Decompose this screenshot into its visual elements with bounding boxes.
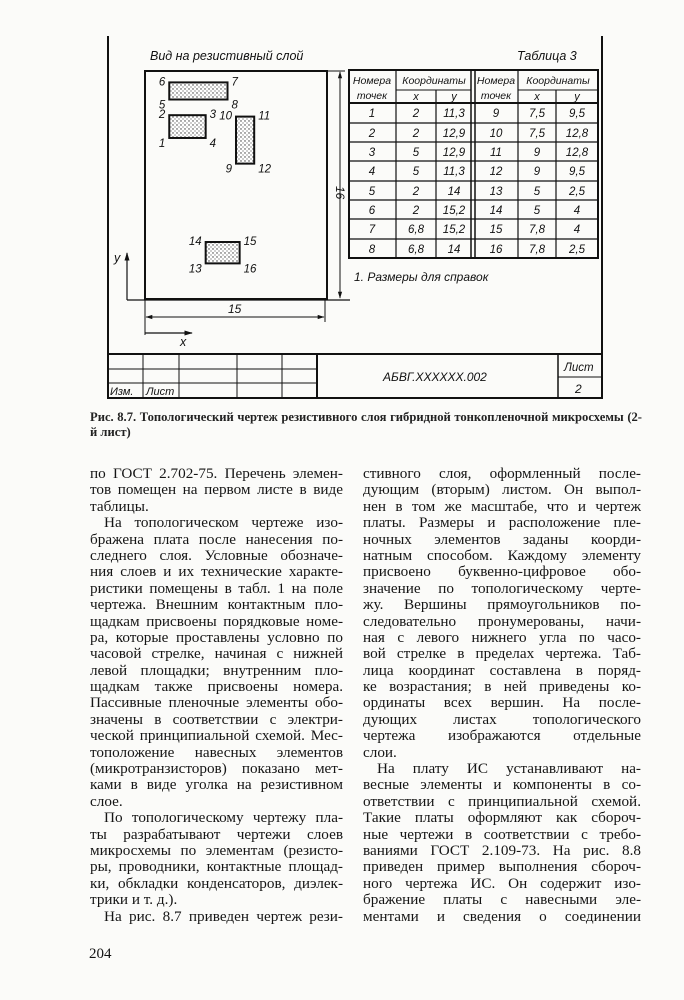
vertex-label: 10 [219, 110, 232, 123]
text-line: ристики помещены в табл. 1 на поле [90, 579, 343, 597]
table-cell-point: 8 [368, 244, 376, 256]
text-column-left [90, 466, 343, 925]
header-x: x [534, 91, 540, 103]
text-line: таблицы. [90, 497, 149, 515]
text-line: ментами и сведения о соединении [363, 907, 641, 925]
sheet-number: 2 [575, 382, 582, 396]
text-line: ния слоев и их технические характе- [90, 563, 343, 581]
table-cell-point: 11 [490, 147, 502, 159]
text-line: трики и т. д.). [90, 891, 178, 909]
text-line: ответствии с принципиальной схемой. [363, 792, 641, 810]
text-line: щадкам также присвоены номера. [90, 678, 343, 696]
text-line: ночных элементов заданы коорди- [363, 530, 641, 548]
table-cell-y: 14 [447, 244, 461, 256]
table-cell-y: 11,3 [443, 108, 465, 120]
vertex-label: 13 [188, 263, 202, 276]
table-cell-point: 5 [368, 186, 376, 198]
table-cell-point: 15 [489, 224, 503, 236]
table-cell-x: 7,5 [529, 128, 545, 140]
text-line: ваниями ГОСТ 2.109-73. На рис. 8.8 [363, 841, 641, 859]
text-line: ты разрабатывают чертежи слоев [90, 825, 343, 843]
text-line: жу. Вершины прямоугольников по- [363, 596, 641, 614]
vertex-label: 3 [209, 109, 217, 122]
table-cell-point: 12 [489, 166, 503, 178]
header-points: Номера [476, 75, 516, 87]
table-cell-point: 4 [368, 166, 376, 178]
text-line: (микротранзисторов) показано мет- [90, 760, 343, 778]
text-line: ками в виде уголка на резистивном [90, 776, 343, 794]
text-line: щадкам присвоены порядковые номе- [90, 612, 343, 630]
text-line: следнего слоя. Условные обозначе- [90, 546, 343, 564]
text-line: Пассивные пленочные элементы обо- [90, 694, 343, 712]
text-column-right [363, 466, 641, 925]
text-line: лица координат составлена в поряд- [363, 661, 641, 679]
table-cell-y: 12,9 [442, 147, 466, 159]
text-line: ки, обкладки конденсаторов, диэлек- [90, 874, 343, 892]
vertex-label: 15 [243, 236, 257, 248]
table-cell-x: 6,8 [408, 244, 424, 256]
text-line: ная с левого нижнего угла по часо- [363, 628, 641, 646]
table-cell-point: 1 [368, 108, 376, 120]
text-line: чертежа изображаются отдельные [363, 727, 641, 745]
table-cell-point: 14 [489, 205, 503, 217]
table-cell-y: 2,5 [569, 186, 585, 198]
text-line: тов помещен на первом листе в виде [90, 481, 343, 499]
text-line: значение по топологическому черте- [363, 579, 641, 597]
table-cell-y: 4 [573, 205, 581, 217]
text-line: приведен пример выполнения сбороч- [363, 858, 641, 876]
table-cell-x: 2 [412, 186, 420, 198]
header-points: точек [356, 90, 388, 102]
axis-y-label: y [114, 251, 121, 265]
table-cell-x: 5 [533, 186, 541, 198]
sheet-label: Лист [564, 362, 594, 374]
text-line: дующих листах топологического [363, 710, 641, 728]
resistive-elements [158, 76, 272, 275]
dimension-height-label: 16 [333, 186, 347, 200]
resistor-element [206, 242, 240, 263]
table-cell-point: 9 [492, 108, 500, 120]
table-cell-x: 7,8 [529, 224, 545, 236]
title-block [108, 354, 602, 398]
table-cell-x: 9 [533, 166, 541, 178]
text-line: ра, которые проставлены условно по [90, 628, 343, 646]
resistor-element [169, 115, 205, 138]
dimension-height [327, 71, 345, 298]
coordinates-table [349, 70, 598, 258]
view-title: Вид на резистивный слой [150, 49, 304, 63]
vertex-label: 14 [188, 236, 202, 248]
vertex-label: 5 [158, 99, 166, 112]
table-title: Таблица 3 [517, 49, 577, 63]
table-note: 1. Размеры для справок [354, 270, 489, 284]
header-points: точек [480, 90, 512, 102]
table-cell-x: 2 [412, 108, 420, 120]
coordinate-axes [127, 253, 350, 333]
page-number: 204 [89, 946, 112, 962]
table-cell-point: 6 [368, 205, 376, 217]
text-line: ческой принципиальной схемой. Мес- [90, 727, 343, 745]
table-cell-x: 5 [412, 147, 420, 159]
header-coordinates: Координаты [402, 75, 466, 87]
text-line: по ГОСТ 2.702-75. Перечень элемен- [90, 465, 343, 482]
table-cell-x: 7,5 [529, 108, 545, 120]
text-line: левой площадки; внутренним пло- [90, 661, 343, 679]
vertex-label: 1 [158, 137, 166, 150]
text-line: По топологическому чертежу пла- [104, 809, 343, 827]
table-cell-y: 11,3 [443, 166, 465, 178]
text-line: чертежа. Внешним контактным пло- [90, 596, 343, 614]
table-cell-y: 9,5 [569, 166, 585, 178]
text-line: стивного слоя, оформленный после- [363, 465, 641, 482]
title-block-izm: Изм. [110, 386, 134, 398]
table-cell-x: 2 [412, 128, 420, 140]
text-line: На рис. 8.7 приведен чертеж рези- [104, 907, 343, 925]
table-cell-y: 12,9 [442, 128, 466, 140]
table-cell-x: 5 [412, 166, 420, 178]
table-cell-y: 12,8 [565, 147, 589, 159]
vertex-label: 7 [231, 76, 238, 89]
text-line: вой стрелке в пределах чертежа. Таб- [363, 645, 641, 663]
title-block-list: Лист [146, 386, 175, 398]
text-line: ординаты всех вершин. На после- [363, 694, 641, 712]
table-cell-x: 7,8 [529, 244, 545, 256]
text-line: дующим (вторым) листом. Он выпол- [363, 481, 641, 499]
text-line: слое. [90, 792, 123, 810]
vertex-label: 11 [258, 110, 271, 123]
header-x: x [413, 91, 419, 103]
table-cell-y: 14 [447, 186, 461, 198]
table-cell-x: 9 [533, 147, 541, 159]
text-line: бражение платы с навесными эле- [363, 891, 641, 909]
table-cell-y: 15,2 [442, 205, 466, 217]
resistor-element [169, 82, 227, 99]
text-line: ке возрастания; в ней приведены ко- [363, 678, 641, 696]
text-line: следовательно пронумерованы, начи- [363, 612, 641, 630]
table-cell-point: 10 [489, 128, 503, 140]
text-line: ные чертежи в соответствии с требо- [363, 825, 641, 843]
header-y: y [451, 91, 457, 103]
table-cell-point: 3 [368, 147, 376, 159]
table-cell-point: 16 [489, 244, 503, 256]
text-line: Такие платы оформляют как сбороч- [363, 809, 641, 827]
vertex-label: 4 [209, 137, 217, 150]
vertex-label: 16 [243, 263, 257, 276]
text-line: тоположение навесных элементов [90, 743, 343, 761]
text-line: нен в том же масштабе, что и чертеж [363, 497, 641, 515]
text-line: ного чертежа ИС. Он содержит изо- [363, 874, 641, 892]
text-line: На топологическом чертеже изо- [104, 514, 343, 532]
vertex-label: 6 [158, 76, 166, 89]
resistor-element [236, 117, 254, 164]
axis-x-label: x [180, 335, 187, 349]
topological-drawing [0, 0, 684, 405]
vertex-label: 8 [231, 99, 238, 112]
table-cell-point: 7 [368, 224, 376, 236]
dimension-width-label: 15 [228, 302, 242, 316]
vertex-label: 2 [158, 109, 166, 122]
text-line: ры, проводники, контактные площад- [90, 858, 343, 876]
vertex-label: 12 [258, 163, 271, 176]
text-line: весные элементы и компоненты в со- [363, 776, 641, 794]
table-cell-y: 4 [573, 224, 581, 236]
table-cell-point: 2 [368, 128, 376, 140]
header-points: Номера [352, 75, 392, 87]
text-line: значены в соответствии с электри- [90, 710, 343, 728]
table-cell-point: 13 [489, 186, 503, 198]
text-line: бражена плата после нанесения по- [90, 530, 343, 548]
text-line: слои. [363, 743, 397, 761]
table-cell-x: 6,8 [408, 224, 424, 236]
table-cell-y: 9,5 [569, 108, 585, 120]
text-line: присвоено буквенно-цифровое обо- [363, 563, 641, 581]
document-designation: АБВГ.XXXXXX.002 [383, 370, 487, 384]
vertex-label: 9 [225, 163, 232, 176]
text-line: платы. Размеры и расположение пле- [363, 514, 641, 532]
figure-caption: Рис. 8.7. Топологический чертеж резистивного слоя гибридной тонкопленочной микросхемы (2-й лист) [90, 410, 642, 439]
header-coordinates: Координаты [526, 75, 590, 87]
header-y: y [574, 91, 580, 103]
table-cell-y: 12,8 [565, 128, 589, 140]
table-cell-y: 15,2 [442, 224, 466, 236]
table-cell-x: 2 [412, 205, 420, 217]
text-line: микросхемы по элементам (резисто- [90, 841, 343, 859]
table-cell-x: 5 [533, 205, 541, 217]
table-cell-y: 2,5 [569, 244, 585, 256]
text-line: часовой стрелке, начиная с нижней [90, 645, 343, 663]
text-line: натным способом. Каждому элементу [363, 546, 641, 564]
text-line: На плату ИС устанавливают на- [377, 760, 641, 778]
